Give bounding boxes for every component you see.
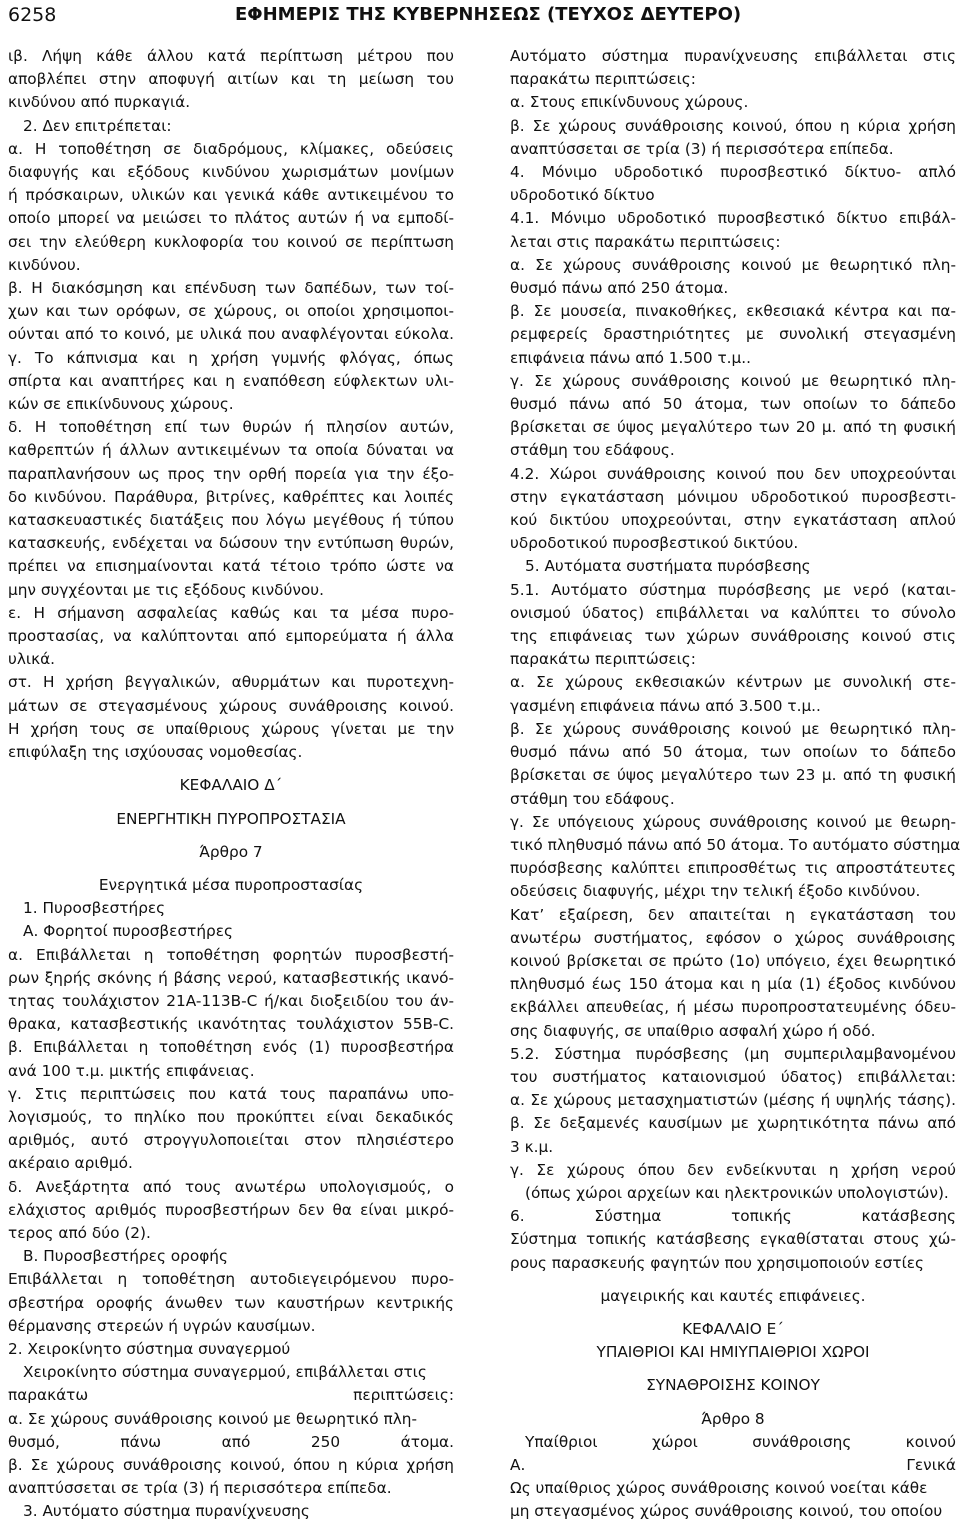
text-line: ρεμφερείς δραστηριότητες με συνολική στεγασμένη — [510, 325, 956, 344]
text-line: σβεστήρα οροφής άνωθεν των καυστήρων κεντρικής — [8, 1293, 454, 1312]
text-line: κοινού βρίσκεται σε πρώτο (1ο) υπόγειο, έχει θεωρητικό — [510, 951, 956, 970]
section-heading-line: Άρθρο 8 — [701, 1409, 765, 1428]
text-line: σπίρτα και αναπτήρες και η εναπόθεση εύφλεκτων υλι- — [8, 371, 454, 390]
text-line: α. Σε χώρους εκθεσιακών κέντρων με συνολική στε- — [510, 673, 956, 692]
text-line: ούνται από το κοινό, με υλικά που αναφλέγονται εύκολα. — [8, 325, 454, 344]
text-line: β. Σε χώρους συνάθροισης κοινού, όπου η κύρια χρήση — [510, 116, 956, 135]
section-heading-line: ΣΥΝΑΘΡΟΙΣΗΣ ΚΟΙΝΟΥ — [646, 1376, 820, 1395]
text-line: α. Επιβάλλεται η τοποθέτηση φορητών πυροσβεστή- — [8, 945, 454, 964]
text-line: α. Η τοποθέτηση σε διαδρόμους, κλίμακες, οδεύσεις — [8, 139, 454, 158]
text-line: Ως υπαίθριος χώρος συνάθροισης κοινού νοείται κάθε — [510, 1479, 928, 1498]
text-line: σης διαφυγής, σε υπαίθριο ασφαλή χώρο ή οδό. — [510, 1021, 876, 1040]
text-line: επιφάνεια πάνω από 1.500 τ.μ.. — [510, 348, 751, 367]
section-heading-line: ΥΠΑΙΘΡΙΟΙ ΚΑΙ ΗΜΙΥΠΑΙΘΡΙΟΙ ΧΩΡΟΙ — [596, 1343, 870, 1362]
text-line: Α. Φορητοί πυροσβεστήρες — [23, 922, 234, 941]
text-line: Η χρήση τους σε υπαίθριους χώρους γίνεται με την — [8, 719, 454, 738]
text-line: κατασκευαστικές διατάξεις που λόγω μεγέθους ή τύπου — [8, 511, 454, 530]
text-line: θυσμό πάνω από 250 άτομα. — [510, 279, 729, 298]
text-line: χων και των ορόφων, σε χώρους, οι οποίοι χρησιμοποι- — [8, 302, 454, 321]
right-column — [510, 45, 960, 1524]
text-line: κατασκευής, ενδέχεται να δώσουν την εντύπωση θυρών, — [8, 534, 454, 553]
text-line: γ. Σε υπόγειους χώρους συνάθροισης κοινού με θεωρη- — [510, 812, 956, 831]
text-line: 1. Πυροσβεστήρες — [23, 899, 166, 918]
text-line: γ. Σε χώρους συνάθροισης κοινού με θεωρητικό πλη- — [510, 371, 956, 390]
text-line: καθρεπτών ή άλλων αντικειμένων τα οποία δύναται να — [8, 441, 454, 460]
text-line: 5.1. Αυτόματο σύστημα πυρόσβεσης με νερό (καται- — [510, 580, 956, 599]
text-line: κινδύνου από πυρκαγιά. — [8, 93, 191, 112]
text-line: Σύστημα τοπικής κατάσβεσης εγκαθίσταται στους χώ- — [510, 1230, 956, 1249]
text-line: β. Σε δεξαμενές καυσίμων με χωρητικότητα πάνω από — [510, 1114, 956, 1133]
text-line: 3 κ.μ. — [510, 1137, 554, 1156]
text-line: β. Σε χώρους συνάθροισης κοινού με θεωρητικό πλη- — [510, 719, 956, 738]
text-line: παραπλανήσουν ως προς την ορθή πορεία για την έξο- — [8, 464, 454, 483]
text-line: του συστήματος καταιονισμού ύδατος) επιβάλλεται: — [510, 1067, 956, 1086]
text-line: ιβ. Λήψη κάθε άλλου κατά περίπτωση μέτρου που — [8, 47, 454, 65]
text-line: α. Σε χώρους συνάθροισης κοινού με θεωρητικό πλη- — [510, 255, 956, 274]
text-line: β. Σε χώρους συνάθροισης κοινού, όπου η κύρια χρήση — [8, 1455, 454, 1474]
text-line: θυσμό πάνω από 50 άτομα, των οποίων το δάπεδο — [510, 743, 956, 762]
text-line: ανωτέρω συστήματος, εφόσον ο χώρος συνάθροισης — [510, 928, 956, 947]
text-line: 2. Δεν επιτρέπεται: — [23, 116, 172, 135]
text-line: θέρμανσης στερεών ή υγρών καυσίμων. — [8, 1316, 316, 1335]
text-line: α. Στους επικίνδυνους χώρους. — [510, 93, 749, 112]
text-line: 5. Αυτόματα συστήματα πυρόσβεσης — [525, 557, 811, 576]
text-line: δ. Η τοποθέτηση επί των θυρών ή πλησίον αυτών, — [8, 418, 454, 437]
text-line: εκβάλλει απευθείας, ή μέσω πυροπροστατευμένης όδευ- — [510, 998, 956, 1017]
section-heading-line: Άρθρο 7 — [199, 842, 263, 861]
text-line: β. Η διακόσμηση και επένδυση των δαπέδων, των τοί- — [8, 279, 454, 298]
text-line: β. Επιβάλλεται η τοποθέτηση ενός (1) πυροσβεστήρα — [8, 1038, 454, 1057]
text-line: κού δικτύου υποχρεούνται, στην εγκατάσταση απλού — [510, 511, 956, 530]
text-line: πρέπει να επισημαίνονται κατά τέτοιο τρόπο ώστε να — [8, 557, 454, 576]
text-line: πυρόσβεσης καλύπτει επιπροσθέτως τις απροστάτευτες — [510, 859, 956, 878]
text-line: οδεύσεις διαφυγής, μέχρι την τελική έξοδο κινδύνου. — [510, 882, 921, 901]
text-line: παρακάτω περιπτώσεις: — [510, 70, 696, 89]
text-line: πληθυσμό έως 150 άτομα και η μία (1) έξοδος κινδύνου — [510, 975, 956, 994]
text-line: λογισμούς, το πηλίκο που προκύπτει είναι δεκαδικός — [8, 1107, 454, 1126]
text-line: μην συγχέονται με τις εξόδους κινδύνου. — [8, 580, 324, 599]
text-line: αναπτύσσεται σε τρία (3) ή περισσότερα επίπεδα. — [8, 1479, 392, 1498]
gazette-title: ΕΦΗΜΕΡΙΣ ΤΗΣ ΚΥΒΕΡΝΗΣΕΩΣ (ΤΕΥΧΟΣ ΔΕΥΤΕΡΟ) — [235, 4, 742, 25]
text-line: Χειροκίνητο σύστημα συναγερμού, επιβάλλεται στις — [23, 1363, 427, 1382]
text-line: γ. Σε χώρους όπου δεν ενδείκνυται η χρήση νερού — [510, 1160, 956, 1179]
page-number: 6258 — [8, 4, 57, 26]
text-line: θυσμό, πάνω από 250 άτομα. — [8, 1432, 454, 1451]
section-heading-line: ΚΕΦΑΛΑΙΟ Ε΄ — [682, 1319, 784, 1338]
text-line: υλικά. — [8, 650, 56, 669]
text-line: σει την ελεύθερη κυκλοφορία του κοινού σε περίπτωση — [8, 232, 454, 251]
text-line: 3. Αυτόματο σύστημα πυρανίχνευσης — [23, 1502, 310, 1521]
section-heading-line: μαγειρικής και καυτές επιφάνειες. — [600, 1286, 866, 1305]
text-line: στ. Η χρήση βεγγαλικών, αθυρμάτων και πυροτεχνη- — [8, 673, 454, 692]
text-line: κών σε επικίνδυνους χώρους. — [8, 395, 234, 414]
text-line: γασμένη επιφάνεια πάνω από 3.500 τ.μ.. — [510, 696, 821, 715]
text-line: ρους παρασκευής φαγητών που χρησιμοποιούν εστίες — [510, 1253, 925, 1272]
text-line: Αυτόματο σύστημα πυρανίχνευσης επιβάλλεται στις — [510, 47, 956, 65]
section-heading-line: Ενεργητικά μέσα πυροπροστασίας — [98, 875, 364, 894]
text-line: ή πρόσκαιρων, υλικών και γενικά κάθε αντικειμένου το — [8, 186, 454, 205]
text-line: δο κινδύνου. Παράθυρα, βιτρίνες, καθρέπτες και λοιπές — [8, 487, 454, 506]
text-line: στην εγκατάσταση μόνιμου υδροδοτικού πυροσβεστι- — [510, 487, 956, 506]
text-line: διαφυγής και εξόδους κινδύνου χωρισμάτων μονίμων — [8, 163, 454, 182]
section-heading-line: ΕΝΕΡΓΗΤΙΚΗ ΠΥΡΟΠΡΟΣΤΑΣΙΑ — [116, 809, 346, 828]
text-line: ρων ξηρής σκόνης ή βάσης νερού, κατασβεστικής ικανό- — [8, 968, 454, 987]
text-line: μη στεγασμένος χώρος συνάθροισης κοινού, του οποίου — [510, 1502, 943, 1521]
text-line: Α. Γενικά — [510, 1455, 956, 1474]
text-line: 2. Χειροκίνητο σύστημα συναγερμού — [8, 1339, 291, 1358]
text-line: Κατ’ εξαίρεση, δεν απαιτείται η εγκατάσταση του — [510, 905, 956, 924]
text-line: βρίσκεται σε ύψος μεγαλύτερο των 20 μ. από τη φυσική — [510, 418, 956, 437]
text-line: υδροδοτικό δίκτυο — [510, 186, 655, 205]
text-line: τικό πληθυσμό πάνω από 50 άτομα. Το αυτόματο σύστημα — [510, 835, 960, 854]
text-line: α. Σε χώρους μετασχηματιστών (μέσης ή υψηλής τάσης). — [510, 1091, 956, 1110]
text-line: 4. Μόνιμο υδροδοτικό πυροσβεστικό δίκτυο- απλό — [510, 163, 956, 182]
text-line: παρακάτω περιπτώσεις: — [8, 1386, 454, 1405]
text-line: τερος από δύο (2). — [8, 1223, 151, 1242]
text-line: στάθμη του εδάφους. — [510, 789, 675, 808]
text-line: γ. Στις περιπτώσεις που κατά τους παραπάνω υπο- — [8, 1084, 454, 1103]
text-line: θρακα, κατασβεστικής ικανότητας τουλάχιστον 55B-C. — [8, 1015, 454, 1034]
text-line: ελάχιστος αριθμός πυροσβεστήρων δεν θα είναι μικρό- — [8, 1200, 454, 1219]
text-line: (όπως χώροι αρχείων και ηλεκτρονικών υπολογιστών). — [525, 1183, 949, 1202]
text-line: αναπτύσσεται σε τρία (3) ή περισσότερα επίπεδα. — [510, 139, 894, 158]
text-line: ονισμού ύδατος) επιβάλλεται να καλύπτει το σύνολο — [510, 603, 956, 622]
text-line: θυσμό πάνω από 50 άτομα, των οποίων το δάπεδο — [510, 395, 956, 414]
text-line: ακέραιο αριθμό. — [8, 1154, 133, 1173]
text-line: αποβλέπει στην αποφυγή αιτίων και τη μείωση του — [8, 70, 454, 89]
text-line: Υπαίθριοι χώροι συνάθροισης κοινού — [525, 1432, 956, 1451]
text-line: κινδύνου. — [8, 255, 81, 274]
text-line: 5.2. Σύστημα πυρόσβεσης (μη συμπεριλαμβανομένου — [510, 1044, 956, 1063]
text-line: προστασίας, να καλύπτονται από εμπορεύματα ή άλλα — [8, 627, 454, 646]
text-line: ε. Η σήμανση ασφαλείας καθώς και τα μέσα πυρο- — [8, 603, 454, 622]
text-line: βρίσκεται σε ύψος μεγαλύτερο των 23 μ. από τη φυσική — [510, 766, 956, 785]
text-line: επιφύλαξη της ισχύουσας νομοθεσίας. — [8, 743, 303, 762]
text-line: β. Σε μουσεία, πινακοθήκες, εκθεσιακά κέντρα και πα- — [510, 302, 956, 321]
text-line: παρακάτω περιπτώσεις: — [510, 650, 696, 669]
text-line: λεται στις παρακάτω περιπτώσεις: — [510, 232, 781, 251]
text-line: Β. Πυροσβεστήρες οροφής — [23, 1247, 228, 1266]
text-line: 6. Σύστημα τοπικής κατάσβεσης — [510, 1207, 956, 1226]
text-line: οποίο μπορεί να μειώσει το πλάτος αυτών ή να εμποδί- — [8, 209, 454, 228]
text-line: γ. Το κάπνισμα και η χρήση γυμνής φλόγας, όπως — [8, 348, 454, 367]
text-line: στάθμη του εδάφους. — [510, 441, 675, 460]
text-line: α. Σε χώρους συνάθροισης κοινού με θεωρητικό πλη- — [8, 1409, 417, 1428]
text-line: τητας τουλάχιστον 21A-113B-C ή/και διοξειδίου του άν- — [8, 991, 454, 1010]
text-line: μάτων σε στεγασμένους χώρους συνάθροισης κοινού. — [8, 696, 454, 715]
page-header — [0, 0, 960, 34]
left-column — [8, 45, 454, 1524]
text-line: δ. Ανεξάρτητα από τους ανωτέρω υπολογισμούς, ο — [8, 1177, 454, 1196]
text-line: 4.1. Μόνιμο υδροδοτικό πυροσβεστικό δίκτυο επιβάλ- — [510, 209, 956, 228]
text-line: ανά 100 τ.μ. μικτής επιφάνειας. — [8, 1061, 255, 1080]
text-line: Επιβάλλεται η τοποθέτηση αυτοδιεγειρόμενου πυρο- — [8, 1270, 454, 1289]
text-line: αριθμός, αυτό στρογγυλοποιείται στον πλησιέστερο — [8, 1131, 454, 1150]
text-line: 4.2. Χώροι συνάθροισης κοινού που δεν υποχρεούνται — [510, 464, 956, 483]
section-heading-line: ΚΕΦΑΛΑΙΟ Δ΄ — [179, 776, 283, 795]
text-line: της επιφάνειας των χώρων συνάθροισης κοινού στις — [510, 627, 956, 646]
text-line: υδροδοτικού πυροσβεστικού δικτύου. — [510, 534, 799, 553]
